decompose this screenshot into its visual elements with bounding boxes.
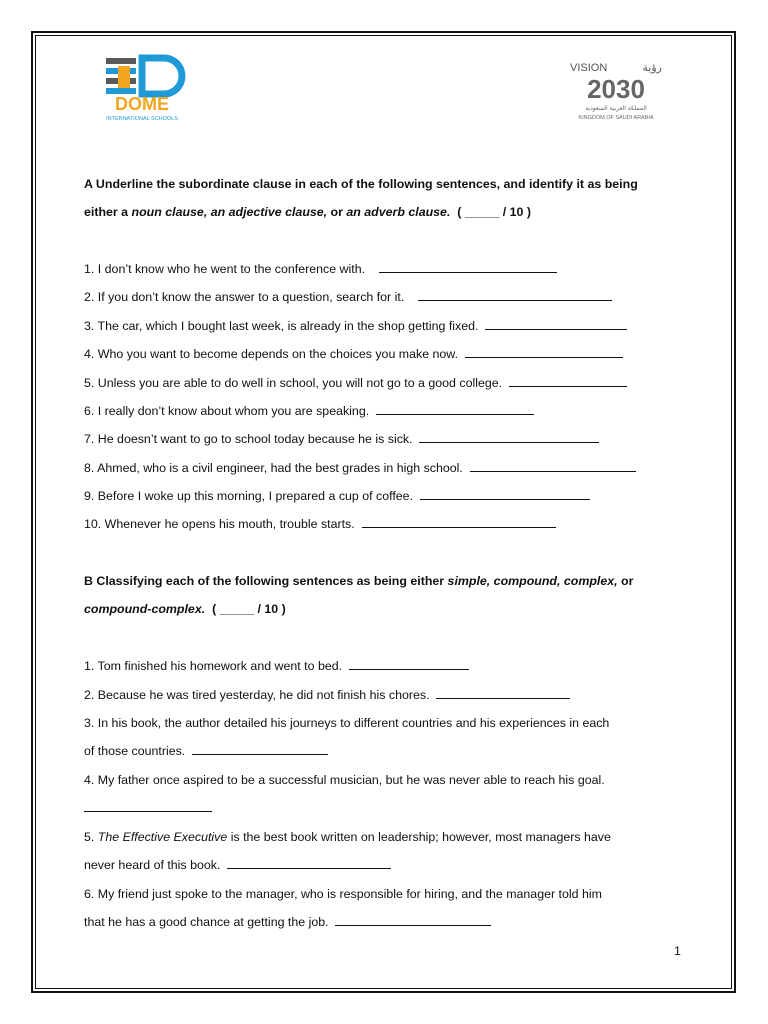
- item-text: 10. Whenever he opens his mouth, trouble starts.: [84, 517, 355, 531]
- section-b-item-6-line2: [84, 914, 491, 930]
- answer-blank[interactable]: [379, 261, 557, 273]
- section-b-heading-line2: [84, 601, 286, 617]
- section-a-item-6: [84, 403, 534, 419]
- item-text: 5. Unless you are able to do well in school, you will not go to a good college.: [84, 376, 503, 390]
- section-b-item-4-line2: [84, 800, 212, 816]
- section-a-heading-line1: [84, 176, 638, 192]
- answer-blank[interactable]: [192, 743, 328, 755]
- section-a-score: ( _____ / 10 ): [457, 205, 531, 219]
- answer-blank[interactable]: [465, 346, 623, 358]
- page-number: 1: [674, 944, 681, 958]
- item-text: 3. In his book, the author detailed his journeys to different countries and his experiences in each: [84, 716, 610, 730]
- section-a-item-4: [84, 346, 623, 362]
- item-text: 9. Before I woke up this morning, I prepared a cup of coffee.: [84, 489, 414, 503]
- item-text: 1. Tom finished his homework and went to bed.: [84, 659, 343, 673]
- item-text: 2. If you don’t know the answer to a question, search for it.: [84, 290, 405, 304]
- section-a-heading-line2: [84, 204, 531, 220]
- section-a-heading-italic2: an adverb clause.: [346, 205, 451, 219]
- item-text: 1. I don’t know who he went to the conference with.: [84, 262, 366, 276]
- item-text: 6. I really don’t know about whom you are speaking.: [84, 404, 370, 418]
- section-b-item-5-line2: [84, 857, 391, 873]
- answer-blank[interactable]: [509, 375, 627, 387]
- item-text: is the best book written on leadership; however, most managers have: [227, 830, 611, 844]
- section-a-item-10: [84, 516, 556, 532]
- item-text: that he has a good chance at getting the job.: [84, 915, 329, 929]
- item-text: 8. Ahmed, who is a civil engineer, had the best grades in high school.: [84, 461, 463, 475]
- section-b-item-4-line1: [84, 772, 605, 788]
- answer-blank[interactable]: [419, 431, 599, 443]
- answer-blank[interactable]: [418, 289, 612, 301]
- dome-logo-subtitle: INTERNATIONAL SCHOOLS: [106, 116, 178, 122]
- vision-arabic: رؤية: [642, 61, 662, 74]
- answer-blank[interactable]: [485, 318, 627, 330]
- section-a-item-1: [84, 261, 557, 277]
- answer-blank[interactable]: [349, 658, 469, 670]
- dome-logo-text: DOME: [115, 94, 169, 114]
- item-text: 4. My father once aspired to be a successful musician, but he was never able to reach his goal.: [84, 773, 605, 787]
- section-a-heading-pre: either a: [84, 205, 132, 219]
- answer-blank[interactable]: [362, 516, 556, 528]
- section-a-item-7: [84, 431, 599, 447]
- section-a-item-5: [84, 375, 627, 391]
- section-b-item-3-line2: [84, 743, 328, 759]
- item-text: 6. My friend just spoke to the manager, who is responsible for hiring, and the manager told him: [84, 887, 602, 901]
- section-a-item-2: [84, 289, 612, 305]
- answer-blank[interactable]: [227, 857, 391, 869]
- item-text: of those countries.: [84, 744, 186, 758]
- item-text: 2. Because he was tired yesterday, he did not finish his chores.: [84, 688, 430, 702]
- answer-blank[interactable]: [376, 403, 534, 415]
- section-b-heading-or: or: [617, 574, 634, 588]
- section-b-item-2: [84, 687, 570, 703]
- item-text: never heard of this book.: [84, 858, 221, 872]
- item-text: 4. Who you want to become depends on the choices you make now.: [84, 347, 459, 361]
- answer-blank[interactable]: [420, 488, 590, 500]
- section-b-heading-italic2: compound-complex.: [84, 602, 206, 616]
- vision-kingdom: KINGDOM OF SAUDI ARABIA: [578, 115, 654, 121]
- section-b-score: ( _____ / 10 ): [212, 602, 286, 616]
- section-a-item-9: [84, 488, 590, 504]
- section-a-item-3: [84, 318, 627, 334]
- section-b-heading-italic: simple, compound, complex,: [447, 574, 618, 588]
- section-b-heading-pre: B Classifying each of the following sentences as being either: [84, 574, 448, 588]
- vision-word: VISION: [570, 62, 608, 74]
- section-b-heading-line1: [84, 573, 633, 589]
- section-a-item-8: [84, 460, 636, 476]
- dome-logo: [92, 52, 198, 130]
- answer-blank[interactable]: [436, 687, 570, 699]
- item-text: 3. The car, which I bought last week, is already in the shop getting fixed.: [84, 319, 479, 333]
- section-b-item-1: [84, 658, 469, 674]
- section-b-item-3-line1: [84, 715, 609, 731]
- section-a-heading-text: A Underline the subordinate clause in each of the following sentences, and identify it as being: [84, 177, 638, 191]
- vision-year: 2030: [587, 74, 645, 104]
- section-a-heading-italic: noun clause, an adjective clause,: [131, 205, 328, 219]
- section-b-item-5-line1: [84, 829, 611, 845]
- answer-blank[interactable]: [335, 914, 491, 926]
- vision-arabic-sub: المملكة العربية السعودية: [585, 105, 647, 112]
- item-number: 5.: [84, 830, 98, 844]
- book-title: The Effective Executive: [97, 830, 228, 844]
- vision-2030-logo: [566, 58, 670, 128]
- section-a-heading-or: or: [327, 205, 347, 219]
- section-b-item-6-line1: [84, 886, 602, 902]
- item-text: 7. He doesn’t want to go to school today because he is sick.: [84, 432, 413, 446]
- answer-blank[interactable]: [84, 800, 212, 812]
- answer-blank[interactable]: [470, 460, 636, 472]
